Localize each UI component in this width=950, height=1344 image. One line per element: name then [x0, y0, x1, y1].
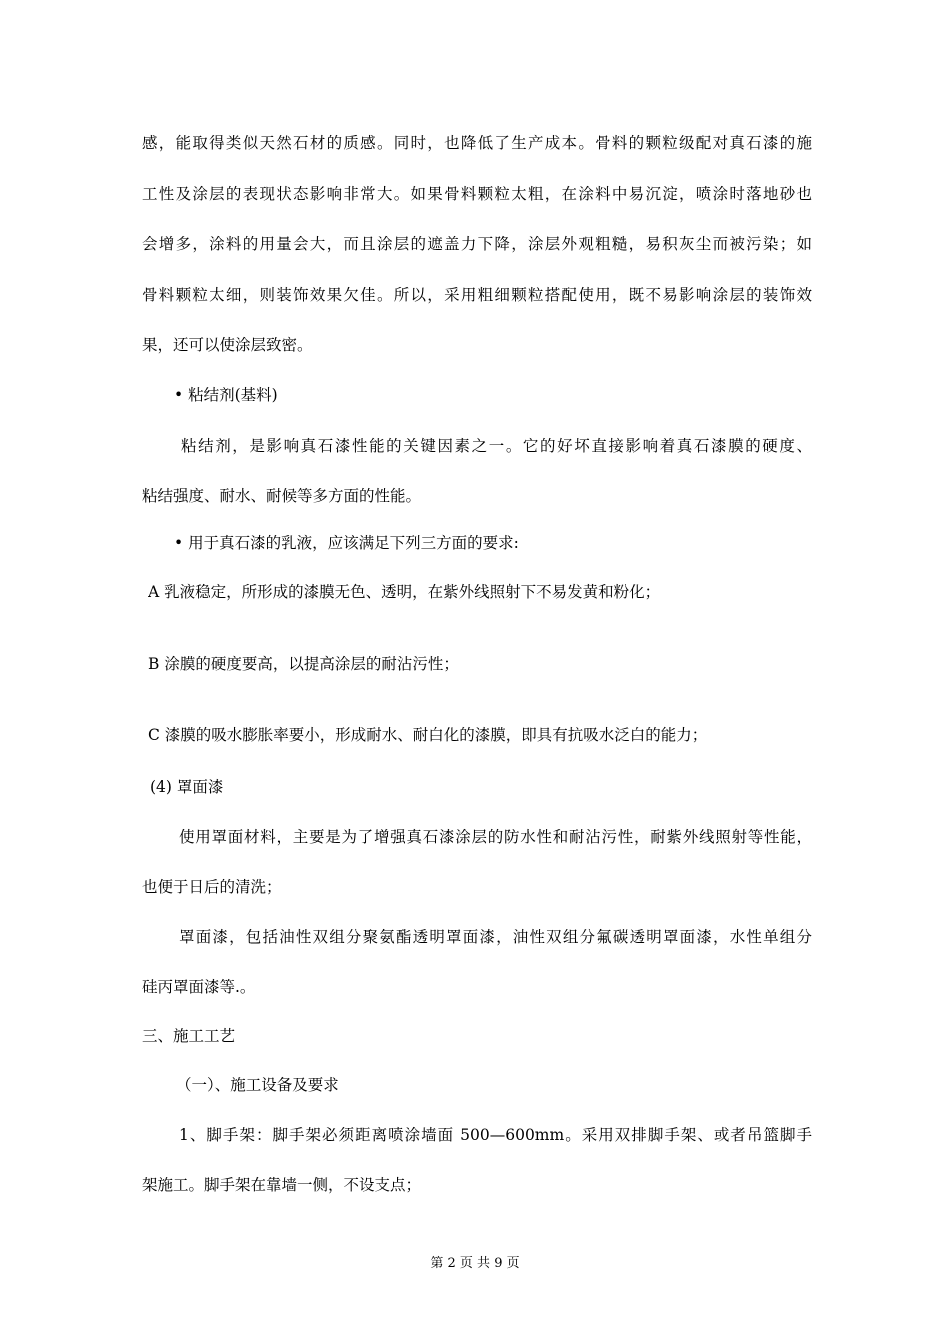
bullet-binder: • 粘结剂(基料)	[174, 386, 278, 404]
scaffold-paragraph-line-1: 1、脚手架：脚手架必须距离喷涂墙面 500—600mm。采用双排脚手架、或者吊篮脚手	[179, 1126, 812, 1144]
scaffold-paragraph-line-2: 架施工。脚手架在靠墙一侧，不设支点；	[142, 1176, 422, 1194]
requirement-b: B 涂膜的硬度要高，以提高涂层的耐沾污性；	[148, 655, 459, 673]
topcoat-paragraph-1-line-1: 使用罩面材料，主要是为了增强真石漆涂层的防水性和耐沾污性，耐紫外线照射等性能，	[179, 828, 812, 846]
topcoat-paragraph-2-line-1: 罩面漆，包括油性双组分聚氨酯透明罩面漆，油性双组分氟碳透明罩面漆，水性单组分	[179, 928, 812, 946]
aggregate-paragraph-line-4: 骨料颗粒太细，则装饰效果欠佳。所以，采用粗细颗粒搭配使用，既不易影响涂层的装饰效	[142, 286, 812, 304]
binder-paragraph-line-2: 粘结强度、耐水、耐候等多方面的性能。	[142, 487, 422, 505]
heading-section-3: 三、施工工艺	[142, 1027, 236, 1045]
aggregate-paragraph-line-2: 工性及涂层的表现状态影响非常大。如果骨料颗粒太粗，在涂料中易沉淀，喷涂时落地砂也	[142, 185, 812, 203]
requirement-a: A 乳液稳定，所形成的漆膜无色、透明，在紫外线照射下不易发黄和粉化；	[148, 583, 661, 601]
binder-paragraph-line-1: 粘结剂，是影响真石漆性能的关键因素之一。它的好坏直接影响着真石漆膜的硬度、	[181, 437, 812, 455]
page-footer: 第 2 页 共 9 页	[430, 1256, 520, 1271]
heading-topcoat: (4) 罩面漆	[150, 778, 224, 796]
requirement-c: C 漆膜的吸水膨胀率要小，形成耐水、耐白化的漆膜，即具有抗吸水泛白的能力；	[148, 726, 708, 744]
aggregate-paragraph-line-3: 会增多，涂料的用量会大，而且涂层的遮盖力下降，涂层外观粗糙，易积灰尘而被污染；如	[142, 235, 812, 253]
heading-equipment: （一）、施工设备及要求	[176, 1076, 339, 1094]
topcoat-paragraph-1-line-2: 也便于日后的清洗；	[142, 878, 282, 896]
aggregate-paragraph-line-1: 感，能取得类似天然石材的质感。同时，也降低了生产成本。骨料的颗粒级配对真石漆的施	[142, 134, 812, 152]
topcoat-paragraph-2-line-2: 硅丙罩面漆等.。	[142, 978, 256, 996]
aggregate-paragraph-line-5: 果，还可以使涂层致密。	[142, 336, 313, 354]
bullet-emulsion: • 用于真石漆的乳液，应该满足下列三方面的要求:	[174, 534, 519, 552]
